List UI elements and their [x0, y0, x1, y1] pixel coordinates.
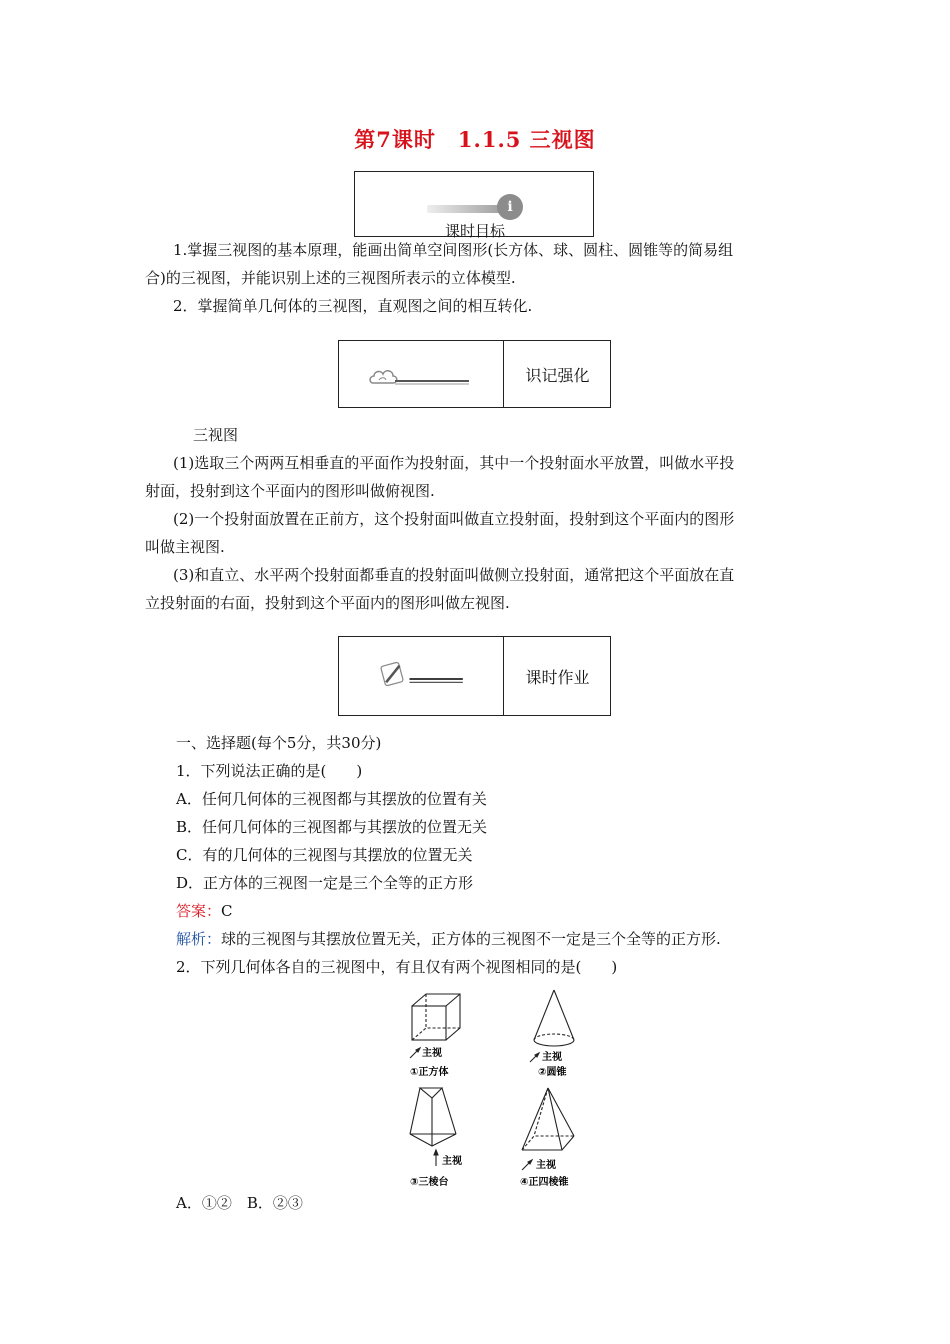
memory-badge	[338, 340, 611, 408]
memory-heading: 三视图	[193, 426, 239, 444]
cube-view-label: 主视	[422, 1048, 442, 1059]
memory-line-3: (2)一个投射面放置在正前方，这个投射面叫做直立投射面，投射到这个平面内的图形	[173, 510, 735, 528]
page-title: 第7课时 1.1.5 三视图	[354, 127, 596, 152]
analysis-text: 球的三视图与其摆放位置无关，正方体的三视图不一定是三个全等的正方形.	[221, 930, 721, 948]
frustum-figure	[410, 1088, 456, 1166]
goal-badge-label: 课时目标	[444, 222, 505, 240]
pyramid-view-label: 主视	[536, 1160, 556, 1171]
q1-answer	[176, 901, 233, 921]
q1-option-a: A．任何几何体的三视图都与其摆放的位置有关	[176, 790, 487, 808]
memory-line-6: 立投射面的右面，投射到这个平面内的图形叫做左视图.	[145, 594, 510, 612]
badge-bar	[427, 205, 507, 213]
memory-line-5: (3)和直立、水平两个投射面都垂直的投射面叫做侧立投射面，通常把这个平面放在直	[173, 566, 735, 584]
q1-stem: 1．下列说法正确的是( )	[176, 762, 363, 780]
frustum-view-label: 主视	[442, 1156, 462, 1167]
pyramid-caption: ④正四棱锥	[520, 1177, 569, 1188]
goal-line-2: 合)的三视图，并能识别上述的三视图所表示的立体模型.	[145, 269, 516, 287]
memory-badge-label: 识记强化	[525, 365, 590, 385]
goal-line-1: 1.掌握三视图的基本原理，能画出简单空间图形(长方体、球、圆柱、圆锥等的简易组	[173, 241, 734, 259]
goal-line-3: 2．掌握简单几何体的三视图，直观图之间的相互转化.	[173, 297, 533, 315]
geometry-figure	[398, 988, 598, 1188]
q1-option-c: C．有的几何体的三视图与其摆放的位置无关	[176, 846, 473, 864]
memory-line-4: 叫做主视图.	[145, 538, 225, 556]
q1-analysis	[176, 929, 721, 949]
pyramid-figure	[522, 1088, 574, 1170]
cone-view-label: 主视	[542, 1052, 562, 1063]
homework-badge-label: 课时作业	[525, 667, 590, 687]
q2-stem: 2．下列几何体各自的三视图中，有且仅有两个视图相同的是( )	[176, 958, 618, 976]
answer-label: 答案：	[176, 902, 222, 920]
cloud-icon	[367, 361, 497, 391]
cone-caption: ②圆锥	[538, 1067, 567, 1078]
q2-options: A．①② B．②③	[176, 1194, 303, 1212]
analysis-label: 解析：	[176, 930, 222, 948]
memory-line-2: 射面，投射到这个平面内的图形叫做俯视图.	[145, 482, 435, 500]
pen-icon	[367, 659, 497, 689]
info-icon: i	[497, 194, 523, 220]
goal-badge	[354, 171, 594, 240]
q1-option-b: B．任何几何体的三视图都与其摆放的位置无关	[176, 818, 488, 836]
section-heading: 一、选择题(每个5分，共30分)	[176, 734, 382, 752]
memory-line-1: (1)选取三个两两互相垂直的平面作为投射面，其中一个投射面水平放置，叫做水平投	[173, 454, 735, 472]
cube-caption: ①正方体	[410, 1067, 449, 1078]
q1-option-d: D．正方体的三视图一定是三个全等的正方形	[176, 874, 474, 892]
homework-badge	[338, 636, 611, 716]
frustum-caption: ③三棱台	[410, 1177, 449, 1188]
answer-value: C	[221, 902, 233, 920]
